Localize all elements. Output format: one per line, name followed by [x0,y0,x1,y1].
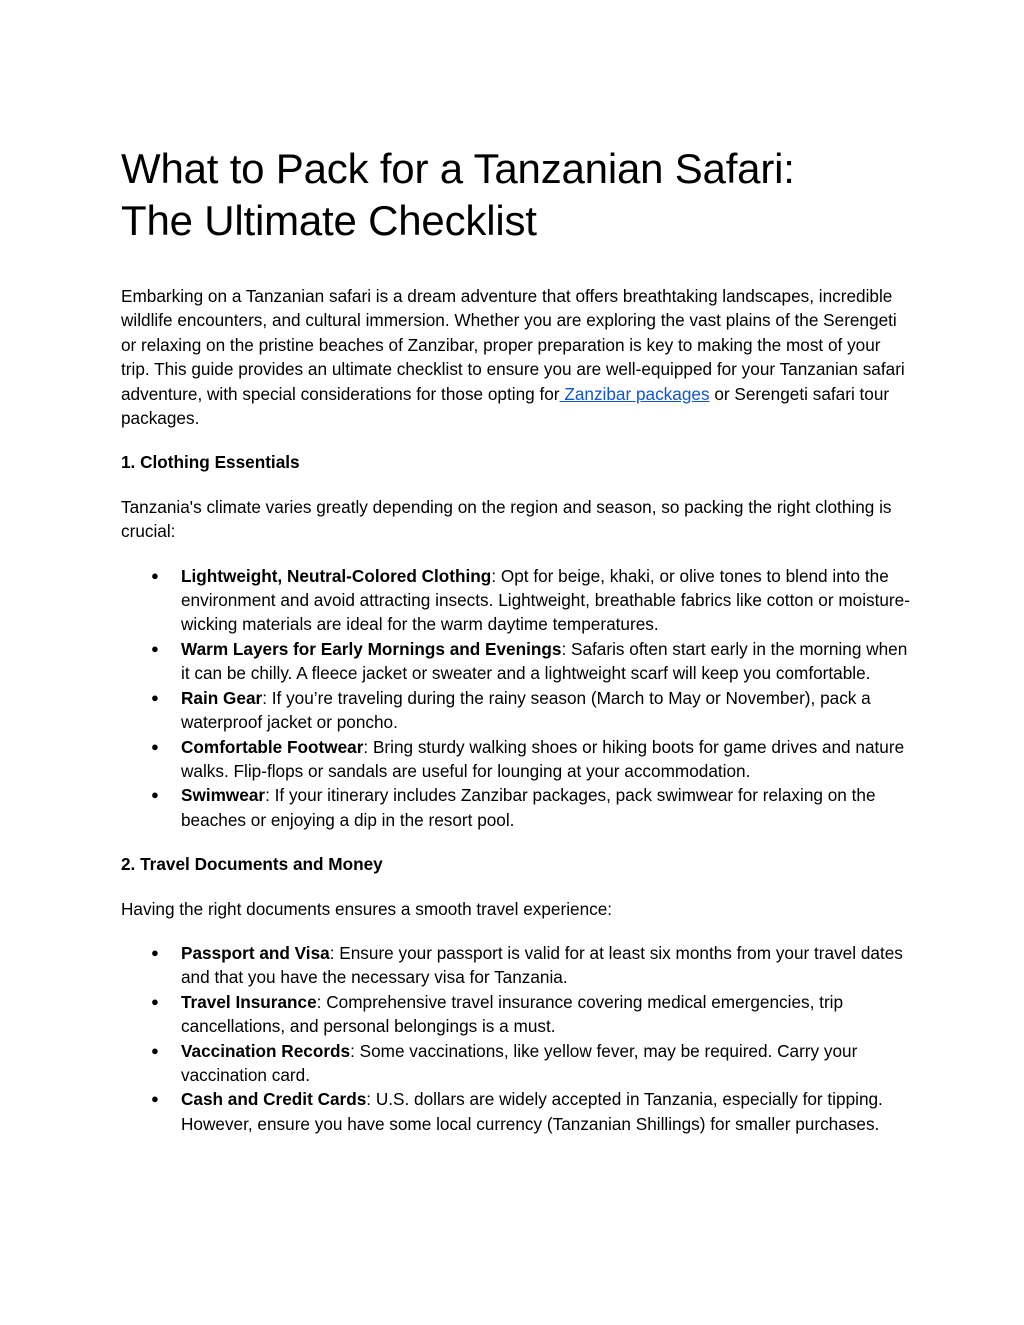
item-text: : Some vaccinations, like yellow fever, may be required. Carry your vaccination card. [181,1040,858,1085]
bullet-icon: ● [151,787,159,803]
intro-text: Embarking on a Tanzanian safari is a dream adventure that offers breathtaking landscapes, incredible wildlife encounters, and cultural immersion. Whether you are exploring the vast plains of the Serengeti or relaxing on the pristine beaches of Zanzibar, proper preparation is key to making the most of your trip. This guide provides an ultimate checklist to ensure you are well-equipped for your Tanzanian safari adventure, with special considerations for those opting for [121,286,905,404]
item-title: Passport and Visa [181,942,330,963]
item-title: Travel Insurance [181,991,317,1012]
clothing-list [121,564,911,832]
section-heading-clothing: 1. Clothing Essentials [121,452,300,473]
item-text: : If your itinerary includes Zanzibar packages, pack swimwear for relaxing on the beaches or enjoying a dip in the resort pool. [181,785,876,830]
item-text: : Comprehensive travel insurance covering medical emergencies, trip cancellations, and personal belongings is a must. [181,991,844,1037]
list-item [151,637,911,686]
item-text: : U.S. dollars are widely accepted in Tanzania, especially for tipping. However, ensure you have some local currency (Tanzanian Shillings) for smaller purchases. [181,1089,883,1134]
bullet-icon: ● [151,1042,159,1058]
title-line-1: What to Pack for a Tanzanian Safari: [121,145,795,192]
list-item [151,564,911,637]
document-page [121,143,911,1136]
list-item [151,990,911,1039]
list-item [151,1087,911,1136]
list-item [151,783,911,832]
documents-list [121,941,911,1136]
item-title: Cash and Credit Cards [181,1089,367,1110]
item-text: : Safaris often start early in the morning when it can be chilly. A fleece jacket or sweater and a lightweight scarf will keep you comfortable. [181,638,908,684]
item-text: : Bring sturdy walking shoes or hiking boots for game drives and nature walks. Flip-flops or sandals are useful for lounging at your accommodation. [181,736,905,781]
list-item [151,1039,911,1088]
bullet-icon: ● [151,640,159,656]
bullet-icon: ● [151,567,159,583]
bullet-icon: ● [151,944,159,960]
bullet-icon: ● [151,993,159,1009]
item-title: Swimwear [181,785,266,806]
section-intro-clothing: Tanzania's climate varies greatly depending on the region and season, so packing the right clothing is crucial: [121,496,892,542]
title-line-2: The Ultimate Checklist [121,197,537,244]
item-text: : If you’re traveling during the rainy season (March to May or November), pack a waterproof jacket or poncho. [181,687,871,733]
item-title: Rain Gear [181,687,263,708]
item-title: Warm Layers for Early Mornings and Evenings [181,638,562,659]
item-title: Vaccination Records [181,1040,351,1061]
intro-text-end: or Serengeti safari tour packages. [121,383,890,429]
item-text: : Ensure your passport is valid for at least six months from your travel dates and that you have the necessary visa for Tanzania. [181,942,903,988]
section-intro-documents: Having the right documents ensures a smooth travel experience: [121,898,613,919]
item-title: Comfortable Footwear [181,736,364,757]
list-item [151,686,911,735]
section-heading-documents: 2. Travel Documents and Money [121,854,383,875]
page-title [121,143,911,247]
bullet-icon: ● [151,1091,159,1107]
item-text: : Opt for beige, khaki, or olive tones to blend into the environment and avoid attracting insects. Lightweight, breathable fabrics like cotton or moisture-wicking materials are ideal for the warm daytime temperatures. [181,565,910,635]
list-item [151,735,911,784]
bullet-icon: ● [151,738,159,754]
intro-paragraph [121,284,911,430]
item-title: Lightweight, Neutral-Colored Clothing [181,565,492,586]
bullet-icon: ● [151,689,159,705]
list-item [151,941,911,990]
zanzibar-packages-link[interactable]: Zanzibar packages [559,383,710,404]
